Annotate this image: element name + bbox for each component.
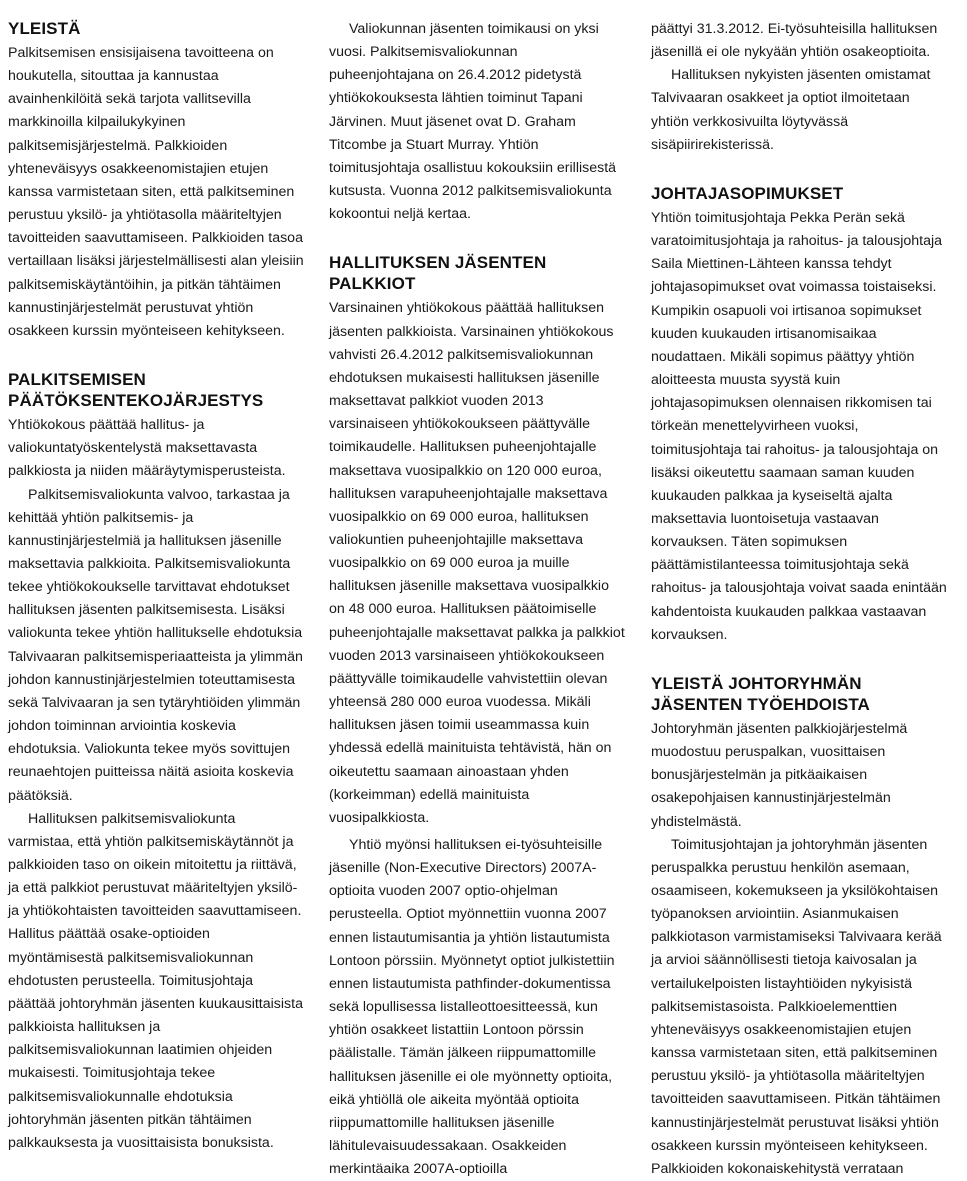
paragraph: Yhtiökokous päättää hallitus- ja valiokuntatyöskentelystä maksettavasta palkkiosta ja niiden määräytymisperusteista.	[8, 417, 286, 480]
paragraph: Yhtiö myönsi hallituksen ei-työsuhteisille jäsenille (Non-Executive Directors) 2007A-optioita vuoden 2007 optio-ohjelman perusteella. Optiot myönnettiin vuonna 2007 ennen listautumisantia ja yhtiön listautumista Lontoon pörssiin. Myönnetyt optiot julkistettiin ennen listautumista pathfinder-dokumentissa sekä lopullisessa listalleottoesitteessä, kun yhtiön osakkeet listattiin Lontoon pörssin päälistalle. Tämän jälkeen riippumattomille hallituksen jäsenille ei ole myönnetty optioita, eikä yhtiöllä ole aikeita myöntää optioita riippumattomille hallituksen jäsenille lähitulevaisuudessakaan. Osakkeiden merkintäaika 2007A-optioilla	[329, 837, 615, 1178]
heading-line-2: JÄSENTEN TYÖEHDOISTA	[651, 694, 870, 714]
paragraph: päättyi 31.3.2012. Ei-työsuhteisilla hallituksen jäsenillä ei ole nykyään yhtiön osakeoptioita.	[651, 21, 938, 61]
heading-johtoryhman-tyoehdot	[651, 673, 947, 715]
paragraph: Varsinainen yhtiökokous päättää hallituksen jäsenten palkkioista. Varsinainen yhtiökokous vahvisti 26.4.2012 palkitsemisvaliokunnan ehdotuksen mukaisesti hallituksen jäsenille maksettavat palkkiot vuoden 2013 varsinaiseen yhtiökokoukseen päättyvälle toimikaudelle. Hallituksen puheenjohtajalle maksettava vuosipalkkio on 120 000 euroa, hallituksen varapuheenjohtajalle maksettava vuosipalkkio on 69 000 euroa, hallituksen valiokuntien puheenjohtajille maksettava vuosipalkkio on 69 000 euroa ja muille hallituksen jäsenille maksettava vuosipalkkio on 48 000 euroa. Hallituksen päätoimiselle puheenjohtajalle maksettavat palkka ja palkkiot vuoden 2013 varsinaiseen yhtiökokoukseen päättyvälle toimikaudelle vahvistettiin olevan yhteensä 280 000 euroa vuodessa. Mikäli hallituksen jäsen toimii useammassa kuin yhdessä edellä mainituista tehtävistä, hän on oikeutettu saamaan ainoastaan yhden (korkeimman) edellä mainituista vuosipalkkiosta.	[329, 300, 625, 826]
paragraph: Hallituksen palkitsemisvaliokunta varmistaa, että yhtiön palkitsemiskäytännöt ja palkkioiden taso on oikein mitoitettu ja riittävä, ja että palkkiot perustuvat määriteltyjen yksilö- ja yhtiökohtaisten tavoitteiden saavuttamiseen. Hallitus päättää osake-optioiden myöntämisestä palkitsemisvaliokunnan ehdotusten perusteella. Toimitusjohtaja päättää johtoryhmän jäsenten kuukausittaisista palkkioista hallituksen ja palkitsemisvaliokunnan laatimien ohjeiden mukaisesti. Toimitusjohtaja tekee palkitsemisvaliokunnalle ehdotuksia johtoryhmän jäsenten pitkän tähtäimen palkkauksesta ja vuosittaisista bonuksista.	[8, 810, 303, 1151]
column-1	[8, 18, 304, 1155]
heading-hallituksen-palkkiot: HALLITUKSEN JÄSENTEN PALKKIOT	[329, 253, 547, 294]
paragraph: Palkitsemisen ensisijaisena tavoitteena on houkutella, sitouttaa ja kannustaa avainhenkilöitä sekä tarjota vallitsevilla markkinoilla kilpailukykyinen palkitsemisjärjestelmä. Palkkioiden yhteneväisyys osakkeenomistajien etujen kanssa varmistetaan siten, että palkitseminen perustuu yksilö- ja yhtiötasolla määriteltyjen tavoitteiden saavuttamiseen. Palkkioiden tasoa vertaillaan lisäksi järjestelmällisesti alan yleisiin palkitsemiskäytäntöihin, ja pitkän tähtäimen kannustinjärjestelmät perustuvat yhtiön osakkeen kurssin myönteiseen kehitykseen.	[8, 45, 304, 339]
paragraph: Johtoryhmän jäsenten palkkiojärjestelmä muodostuu peruspalkan, vuosittaisen bonusjärjestelmän ja pitkäaikaisen osakepohjaisen kannustinjärjestelmän yhdistelmästä.	[651, 720, 908, 830]
heading-line-2: PÄÄTÖKSENTEKOJÄRJESTYS	[8, 391, 264, 411]
paragraph: Palkitsemisvaliokunta valvoo, tarkastaa ja kehittää yhtiön palkitsemis- ja kannustinjärjestelmiä ja hallituksen jäsenille maksettavia palkkioita. Palkitsemisvaliokunta tekee yhtiökokoukselle tarvittavat ehdotukset hallituksen jäsenten palkitsemisesta. Lisäksi valiokunta tekee yhtiön hallitukselle ehdotuksia Talvivaaran palkitsemisperiaatteista ja ylimmän johdon kannustinjärjestelmien toteuttamisesta sekä Talvivaaran ja sen tytäryhtiöiden ylimmän johdon toiminnan arviointia koskevia ehdotuksia. Valiokunta tekee myös sovittujen reunaehtojen puitteissa näitä asioita koskevia päätöksiä.	[8, 486, 303, 804]
heading-line-1: PALKITSEMISEN	[8, 370, 146, 390]
heading-johtajasopimukset: JOHTAJASOPIMUKSET	[651, 183, 844, 203]
paragraph: Valiokunnan jäsenten toimikausi on yksi vuosi. Palkitsemisvaliokunnan puheenjohtajana on 26.4.2012 pidetystä yhtiökokouksesta lähtien toiminut Tapani Järvinen. Muut jäsenet ovat D. Graham Titcombe ja Stuart Murray. Yhtiön toimitusjohtaja osallistuu kokouksiin erillisestä kutsusta. Vuonna 2012 palkitsemisvaliokunta kokoontui neljä kertaa.	[329, 21, 617, 223]
paragraph: Yhtiön toimitusjohtaja Pekka Perän sekä varatoimitusjohtaja ja rahoitus- ja talousjohtaja Saila Miettinen-Lähteen kanssa tehdyt johtajasopimukset ovat voimassa toistaiseksi. Kumpikin osapuoli voi irtisanoa sopimukset kuuden kuukauden irtisanomisaikaa noudattaen. Mikäli sopimus päättyy yhtiön aloitteesta muusta syystä kuin johtajasopimuksen olennaisen rikkomisen tai törkeän menettelyvirheen vuoksi, toimitusjohtaja tai rahoitus- ja talousjohtaja on lisäksi oikeutettu saamaan saman kuuden kuukauden palkkaa ja kyseiseltä ajalta maksettavia luontoisetuja vastaavan korvauksen. Täten sopimuksen päättämistilanteessa toimitusjohtaja sekä rahoitus- ja talousjohtaja voivat saada enintään kahdentoista kuukauden palkkaa vastaavan korvauksen.	[651, 209, 947, 643]
column-3	[651, 18, 947, 1181]
paragraph: Hallituksen nykyisten jäsenten omistamat Talvivaaran osakkeet ja optiot ilmoitetaan yhtiön verkkosivuilta löytyvässä sisäpiirirekisterissä.	[651, 67, 931, 153]
paragraph: Toimitusjohtajan ja johtoryhmän jäsenten peruspalkka perustuu henkilön asemaan, osaamiseen, kokemukseen ja yksilökohtaisen työpanoksen arviointiin. Asianmukaisen palkkiotason varmistamiseksi Talvivaara kerää ja arvioi säännöllisesti tietoja kaivosalan ja vertailukelpoisten listayhtiöiden nykyisistä palkitsemistasoista. Palkkioelementtien yhteneväisyys osakkeenomistajien etujen kanssa varmistetaan siten, että palkitseminen perustuu yksilö- ja yhtiötasolla määriteltyjen tavoitteiden saavuttamiseen. Pitkän tähtäimen kannustinjärjestelmät perustuvat lisäksi yhtiön osakkeen kurssin myönteiseen kehitykseen. Palkkioiden kokonaiskehitystä verrataan	[651, 836, 942, 1177]
heading-yleista: YLEISTÄ	[8, 19, 81, 38]
column-2	[329, 18, 625, 1181]
heading-paatoksentekojarjestys	[8, 369, 304, 411]
heading-line-1: YLEISTÄ JOHTORYHMÄN	[651, 673, 862, 693]
